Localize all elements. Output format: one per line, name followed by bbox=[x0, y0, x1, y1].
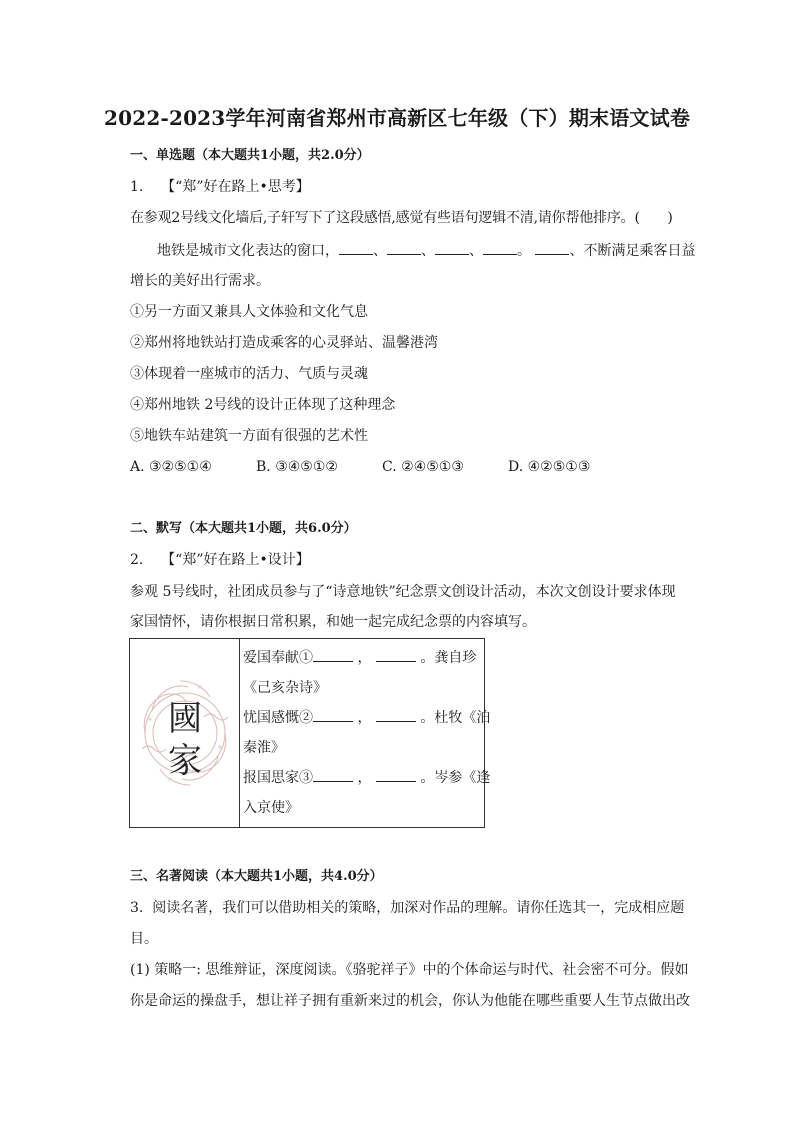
option-b[interactable]: B. ③④⑤①② bbox=[256, 459, 338, 475]
question-number: 3. bbox=[130, 900, 144, 916]
answer-blank[interactable] bbox=[376, 647, 416, 662]
answer-blank[interactable] bbox=[313, 647, 353, 662]
answer-blank[interactable] bbox=[313, 767, 353, 782]
option-a[interactable]: A. ③②⑤①④ bbox=[130, 459, 212, 475]
sentence-item: ④郑州地铁 2号线的设计正体现了这种理念 bbox=[130, 397, 396, 413]
answer-blank[interactable] bbox=[376, 707, 416, 722]
answer-blank[interactable] bbox=[435, 240, 469, 255]
question-title: 【“郑”好在路上•思考】 bbox=[161, 179, 310, 195]
question-3-stem: 3. 阅读名著，我们可以借助相关的策略，加深对作品的理解。请你任选其一，完成相应题 bbox=[130, 900, 685, 916]
answer-blank[interactable] bbox=[376, 767, 416, 782]
sentence-item: ①另一方面又兼具人文体验和文化气息 bbox=[130, 304, 368, 320]
ticket-table bbox=[129, 638, 491, 828]
question-3-part-1-cont: 你是命运的操盘手，想让祥子拥有重新来过的机会，你认为他能在哪些重要人生节点做出改 bbox=[130, 993, 690, 1009]
sentence-item: ②郑州将地铁站打造成乘客的心灵驿站、温馨港湾 bbox=[130, 335, 438, 351]
answer-blank[interactable] bbox=[339, 240, 373, 255]
question-3-part-1: (1) 策略一: 思维辩证，深度阅读。《骆驼祥子》中的个体命运与时代、社会密不可分。假如 bbox=[130, 962, 689, 978]
poem-row-1: 爱国奉献① ， 。龚自珍 bbox=[243, 643, 483, 673]
option-c[interactable]: C. ②④⑤①③ bbox=[382, 459, 464, 475]
answer-blank[interactable] bbox=[313, 707, 353, 722]
question-2-stem: 参观 5号线时，社团成员参与了“诗意地铁”纪念票文创设计活动，本次文创设计要求体现 bbox=[130, 584, 676, 600]
poem-row-3: 报国思家③ ， 。岑参《逢 bbox=[243, 763, 483, 793]
sentence-item: ⑤地铁车站建筑一方面有很强的艺术性 bbox=[130, 428, 368, 444]
poem-fill-area bbox=[243, 643, 491, 823]
poem-row-2: 忧国感慨② ， 。杜牧《泊 bbox=[243, 703, 483, 733]
question-3-stem-cont: 目。 bbox=[130, 931, 158, 947]
answer-blank[interactable] bbox=[535, 240, 569, 255]
section-2-heading: 二、默写（本大题共1小题，共6.0分） bbox=[130, 521, 357, 536]
guojia-seal-image bbox=[130, 639, 240, 827]
exam-title: 2022-2023学年河南省郑州市高新区七年级（下）期末语文试卷 bbox=[103, 106, 691, 130]
question-number: 1. bbox=[130, 179, 144, 195]
question-2-stem-cont: 家国情怀，请你根据日常积累，和她一起完成纪念票的内容填写。 bbox=[130, 614, 536, 630]
question-1-stem: 在参观2号线文化墙后,子轩写下了这段感悟,感觉有些语句逻辑不清,请你帮他排序。( ) bbox=[130, 210, 673, 226]
answer-blank[interactable] bbox=[483, 240, 517, 255]
question-1-passage-cont: 增长的美好出行需求。 bbox=[130, 273, 270, 289]
question-title: 【“郑”好在路上•设计】 bbox=[161, 552, 310, 568]
option-d[interactable]: D. ④②⑤①③ bbox=[508, 459, 591, 475]
question-1-header bbox=[130, 177, 310, 197]
section-1-heading: 一、单选题（本大题共1小题，共2.0分） bbox=[130, 148, 370, 163]
poem-row-2-source: 秦淮》 bbox=[243, 740, 285, 756]
poem-row-3-source: 入京使》 bbox=[243, 800, 299, 816]
section-3-heading: 三、名著阅读（本大题共1小题，共4.0分） bbox=[130, 869, 383, 884]
poem-row-1-source: 《己亥杂诗》 bbox=[243, 680, 327, 696]
seal-char: 家 bbox=[168, 741, 202, 781]
seal-char: 國 bbox=[168, 699, 202, 739]
question-2-header bbox=[130, 550, 310, 570]
answer-blank[interactable] bbox=[387, 240, 421, 255]
sentence-item: ③体现着一座城市的活力、气质与灵魂 bbox=[130, 366, 368, 382]
question-number: 2. bbox=[130, 552, 144, 568]
question-1-passage: 地铁是城市文化表达的窗口， 、 、 、 。 、不断满足乘客日益 bbox=[157, 240, 695, 261]
